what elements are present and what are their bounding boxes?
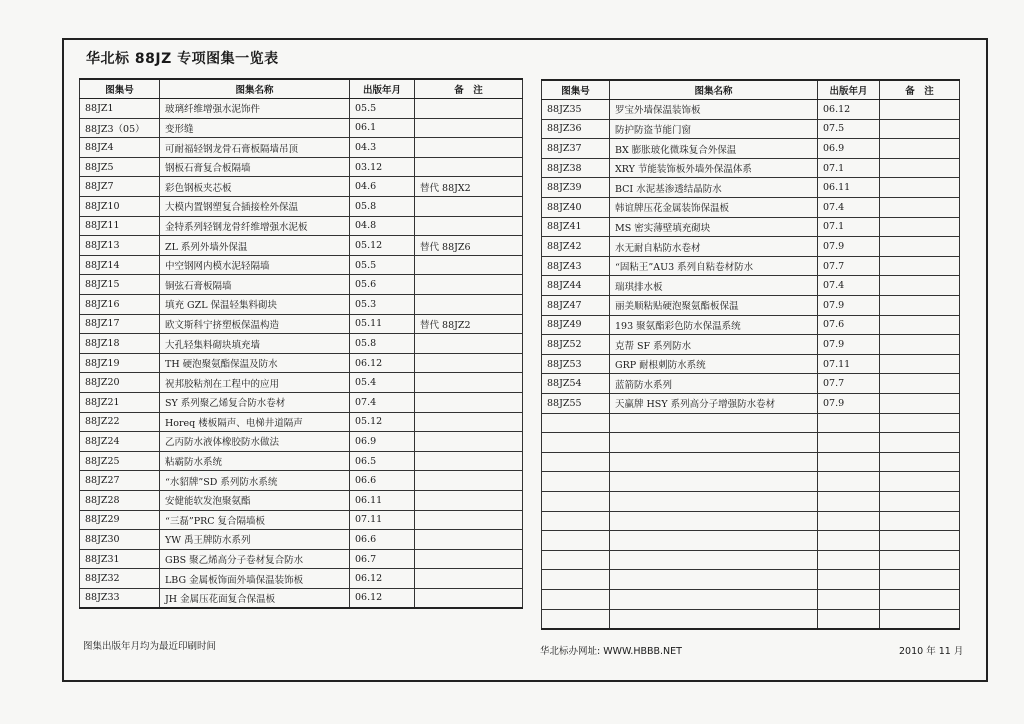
cell-publish-date: 07.9 [818, 237, 880, 257]
table-row [542, 394, 960, 414]
cell-atlas-number [542, 550, 610, 570]
cell-publish-date: 06.7 [350, 549, 415, 569]
col-header-remark: 备 注 [880, 80, 960, 100]
table-header-row [80, 79, 523, 99]
cell-remark [880, 256, 960, 276]
cell-remark [415, 255, 523, 275]
cell-publish-date: 07.9 [818, 335, 880, 355]
cell-atlas-number [542, 589, 610, 609]
cell-publish-date [818, 550, 880, 570]
cell-publish-date: 07.4 [350, 393, 415, 413]
cell-publish-date: 05.5 [350, 99, 415, 119]
cell-atlas-name: 韩谊牌压花金属装饰保温板 [610, 198, 818, 218]
col-header-date: 出版年月 [350, 79, 415, 99]
cell-atlas-number: 88JZ41 [542, 217, 610, 237]
cell-publish-date: 07.4 [818, 198, 880, 218]
cell-publish-date: 05.12 [350, 236, 415, 256]
cell-publish-date: 05.4 [350, 373, 415, 393]
cell-atlas-name [610, 413, 818, 433]
cell-remark [415, 412, 523, 432]
cell-publish-date: 03.12 [350, 157, 415, 177]
cell-publish-date: 05.12 [350, 412, 415, 432]
table-row [80, 255, 523, 275]
cell-atlas-name: 丽美顺粘贴硬泡聚氨酯板保温 [610, 296, 818, 316]
table-row [542, 100, 960, 120]
cell-atlas-name [610, 433, 818, 453]
cell-atlas-number: 88JZ21 [80, 393, 160, 413]
cell-atlas-number: 88JZ19 [80, 353, 160, 373]
cell-atlas-number: 88JZ53 [542, 354, 610, 374]
cell-publish-date: 06.1 [350, 118, 415, 138]
cell-remark [880, 158, 960, 178]
cell-atlas-name [610, 452, 818, 472]
table-row [80, 138, 523, 158]
table-row [542, 139, 960, 159]
cell-atlas-number: 88JZ27 [80, 471, 160, 491]
cell-atlas-number: 88JZ24 [80, 432, 160, 452]
cell-remark [415, 510, 523, 530]
cell-atlas-name: 克帮 SF 系列防水 [610, 335, 818, 355]
table-row [542, 491, 960, 511]
cell-atlas-name: 大模内置钢塑复合插接栓外保温 [160, 197, 350, 217]
cell-remark [880, 119, 960, 139]
col-header-date: 出版年月 [818, 80, 880, 100]
cell-atlas-number: 88JZ31 [80, 549, 160, 569]
cell-publish-date [818, 413, 880, 433]
cell-atlas-name: 大孔轻集料砌块填充墙 [160, 334, 350, 354]
cell-publish-date [818, 609, 880, 629]
table-row [80, 530, 523, 550]
cell-remark [880, 394, 960, 414]
cell-remark [880, 374, 960, 394]
cell-atlas-name: GBS 聚乙烯高分子卷材复合防水 [160, 549, 350, 569]
cell-atlas-name: XRY 节能装饰板外墙外保温体系 [610, 158, 818, 178]
cell-remark [880, 335, 960, 355]
cell-remark [415, 393, 523, 413]
cell-remark [415, 432, 523, 452]
cell-publish-date: 07.6 [818, 315, 880, 335]
cell-remark [880, 589, 960, 609]
publish-date: 2010 年 11 月 [899, 646, 964, 657]
cell-atlas-number: 88JZ4 [80, 138, 160, 158]
cell-remark [415, 373, 523, 393]
table-row [80, 471, 523, 491]
cell-publish-date [818, 433, 880, 453]
cell-atlas-name: 粘霸防水系统 [160, 451, 350, 471]
cell-atlas-name: JH 金属压花面复合保温板 [160, 588, 350, 608]
cell-publish-date: 07.1 [818, 158, 880, 178]
cell-atlas-number: 88JZ37 [542, 139, 610, 159]
cell-atlas-number: 88JZ10 [80, 197, 160, 217]
cell-remark: 替代 88JZ2 [415, 314, 523, 334]
cell-publish-date: 04.6 [350, 177, 415, 197]
cell-atlas-number: 88JZ44 [542, 276, 610, 296]
col-header-name: 图集名称 [610, 80, 818, 100]
cell-remark [415, 490, 523, 510]
cell-atlas-name: 中空钢网内模水泥轻隔墙 [160, 255, 350, 275]
cell-atlas-name: 金特系列轻钢龙骨纤维增强水泥板 [160, 216, 350, 236]
table-row [542, 198, 960, 218]
table-row [80, 510, 523, 530]
cell-atlas-name: 玻璃纤维增强水泥饰件 [160, 99, 350, 119]
cell-publish-date: 07.11 [350, 510, 415, 530]
cell-remark: 替代 88JX2 [415, 177, 523, 197]
cell-atlas-number: 88JZ52 [542, 335, 610, 355]
cell-atlas-number: 88JZ16 [80, 295, 160, 315]
table-row [542, 315, 960, 335]
cell-remark [415, 471, 523, 491]
table-row [542, 550, 960, 570]
table-header-row [542, 80, 960, 100]
table-row [80, 197, 523, 217]
cell-remark [880, 609, 960, 629]
table-row [542, 472, 960, 492]
cell-remark [415, 295, 523, 315]
cell-atlas-name [610, 491, 818, 511]
cell-atlas-number: 88JZ42 [542, 237, 610, 257]
cell-remark [415, 138, 523, 158]
cell-atlas-name: BX 膨胀玻化微珠复合外保温 [610, 139, 818, 159]
cell-atlas-number: 88JZ25 [80, 451, 160, 471]
cell-remark [880, 237, 960, 257]
cell-remark [880, 433, 960, 453]
page-title: 华北标 88JZ 专项图集一览表 [86, 51, 279, 67]
cell-remark [880, 511, 960, 531]
cell-publish-date: 07.4 [818, 276, 880, 296]
table-row [542, 276, 960, 296]
cell-remark [415, 588, 523, 608]
cell-publish-date: 06.9 [350, 432, 415, 452]
cell-remark [415, 530, 523, 550]
cell-atlas-number: 88JZ38 [542, 158, 610, 178]
table-row [542, 589, 960, 609]
col-header-name: 图集名称 [160, 79, 350, 99]
cell-atlas-name: MS 密实薄壁填充砌块 [610, 217, 818, 237]
cell-atlas-number [542, 452, 610, 472]
cell-publish-date [818, 491, 880, 511]
cell-atlas-name: YW 禹王牌防水系列 [160, 530, 350, 550]
table-body [80, 99, 523, 608]
col-header-number: 图集号 [542, 80, 610, 100]
cell-publish-date: 06.12 [350, 569, 415, 589]
cell-remark [880, 100, 960, 120]
cell-atlas-number: 88JZ30 [80, 530, 160, 550]
cell-publish-date: 05.6 [350, 275, 415, 295]
cell-atlas-number [542, 413, 610, 433]
cell-remark [880, 570, 960, 590]
col-header-remark: 备 注 [415, 79, 523, 99]
cell-atlas-name [610, 472, 818, 492]
cell-publish-date: 06.11 [818, 178, 880, 198]
table-row [80, 451, 523, 471]
cell-publish-date: 06.12 [818, 100, 880, 120]
cell-atlas-name [610, 531, 818, 551]
cell-remark [880, 315, 960, 335]
footnote-print-date: 图集出版年月均为最近印刷时间 [83, 641, 217, 652]
table-row [542, 609, 960, 629]
cell-remark [415, 157, 523, 177]
cell-atlas-name: “水貂牌”SD 系列防水系统 [160, 471, 350, 491]
table-row [542, 452, 960, 472]
cell-publish-date: 07.9 [818, 296, 880, 316]
table-row [80, 177, 523, 197]
table-row [542, 413, 960, 433]
table-row [542, 433, 960, 453]
cell-atlas-number [542, 491, 610, 511]
cell-atlas-name: 瑞琪排水板 [610, 276, 818, 296]
cell-atlas-number [542, 609, 610, 629]
table-row [542, 256, 960, 276]
cell-remark [415, 334, 523, 354]
cell-remark [415, 275, 523, 295]
cell-atlas-name: 防护防盗节能门窗 [610, 119, 818, 139]
cell-atlas-number: 88JZ18 [80, 334, 160, 354]
cell-publish-date: 06.5 [350, 451, 415, 471]
table-row [80, 99, 523, 119]
table-row [80, 295, 523, 315]
cell-atlas-name: “固粘王”AU3 系列自粘卷材防水 [610, 256, 818, 276]
cell-atlas-name [610, 609, 818, 629]
cell-atlas-name: 乙丙防水液体橡胶防水做法 [160, 432, 350, 452]
cell-remark [880, 491, 960, 511]
cell-remark [880, 139, 960, 159]
cell-publish-date [818, 589, 880, 609]
cell-atlas-number [542, 433, 610, 453]
cell-atlas-name: 193 聚氨酯彩色防水保温系统 [610, 315, 818, 335]
cell-publish-date: 05.5 [350, 255, 415, 275]
cell-publish-date: 07.1 [818, 217, 880, 237]
cell-publish-date: 07.11 [818, 354, 880, 374]
cell-atlas-number: 88JZ43 [542, 256, 610, 276]
cell-publish-date [818, 472, 880, 492]
cell-publish-date: 06.6 [350, 530, 415, 550]
table-row [80, 334, 523, 354]
table-row [80, 490, 523, 510]
cell-publish-date: 07.7 [818, 374, 880, 394]
cell-atlas-number: 88JZ32 [80, 569, 160, 589]
cell-publish-date: 05.3 [350, 295, 415, 315]
table-row [80, 157, 523, 177]
cell-publish-date: 05.8 [350, 197, 415, 217]
cell-remark [880, 531, 960, 551]
cell-publish-date: 06.6 [350, 471, 415, 491]
cell-atlas-name: 欧文斯科宁挤塑板保温构造 [160, 314, 350, 334]
table-row [80, 314, 523, 334]
cell-publish-date: 07.5 [818, 119, 880, 139]
cell-atlas-name [610, 550, 818, 570]
cell-atlas-name: 可耐福轻钢龙骨石膏板隔墙吊顶 [160, 138, 350, 158]
cell-atlas-number [542, 472, 610, 492]
table-row [542, 374, 960, 394]
cell-atlas-name: TH 硬泡聚氨酯保温及防水 [160, 353, 350, 373]
cell-atlas-name: GRP 耐根刺防水系统 [610, 354, 818, 374]
cell-publish-date [818, 570, 880, 590]
cell-atlas-name: 彩色钢板夹芯板 [160, 177, 350, 197]
cell-remark [880, 413, 960, 433]
cell-atlas-name: 罗宝外墙保温装饰板 [610, 100, 818, 120]
table-row [80, 373, 523, 393]
cell-atlas-number: 88JZ54 [542, 374, 610, 394]
cell-atlas-number: 88JZ36 [542, 119, 610, 139]
cell-atlas-number: 88JZ47 [542, 296, 610, 316]
cell-atlas-name: 钢板石膏复合板隔墙 [160, 157, 350, 177]
cell-remark [880, 198, 960, 218]
table-row [542, 237, 960, 257]
cell-remark [880, 178, 960, 198]
cell-atlas-number: 88JZ17 [80, 314, 160, 334]
cell-publish-date: 05.8 [350, 334, 415, 354]
cell-atlas-name [610, 570, 818, 590]
table-row [542, 217, 960, 237]
catalog-table-right [541, 79, 960, 630]
cell-atlas-name [610, 511, 818, 531]
table-row [80, 412, 523, 432]
cell-remark [415, 197, 523, 217]
table-row [542, 158, 960, 178]
table-row [542, 119, 960, 139]
cell-publish-date [818, 531, 880, 551]
cell-publish-date: 07.7 [818, 256, 880, 276]
cell-publish-date: 05.11 [350, 314, 415, 334]
table-row [80, 549, 523, 569]
cell-atlas-number: 88JZ40 [542, 198, 610, 218]
cell-atlas-name: 水无耐自粘防水卷材 [610, 237, 818, 257]
cell-atlas-number: 88JZ29 [80, 510, 160, 530]
cell-atlas-name: 祝邦胶粘剂在工程中的应用 [160, 373, 350, 393]
cell-remark [880, 276, 960, 296]
cell-remark [880, 217, 960, 237]
table-row [542, 354, 960, 374]
cell-publish-date: 06.12 [350, 588, 415, 608]
cell-publish-date: 04.8 [350, 216, 415, 236]
website-footer[interactable]: 华北标办网址: WWW.HBBB.NET [540, 646, 682, 657]
cell-remark [880, 296, 960, 316]
cell-atlas-number: 88JZ55 [542, 394, 610, 414]
table-row [80, 588, 523, 608]
cell-remark [880, 452, 960, 472]
cell-atlas-number [542, 511, 610, 531]
cell-atlas-name: BCI 水泥基渗透结晶防水 [610, 178, 818, 198]
cell-publish-date [818, 452, 880, 472]
table-row [542, 178, 960, 198]
cell-atlas-number: 88JZ49 [542, 315, 610, 335]
cell-atlas-name: 蓝箭防水系列 [610, 374, 818, 394]
table-row [80, 393, 523, 413]
cell-publish-date: 06.9 [818, 139, 880, 159]
cell-atlas-number [542, 570, 610, 590]
cell-atlas-name: 填充 GZL 保温轻集料砌块 [160, 295, 350, 315]
cell-publish-date [818, 511, 880, 531]
cell-atlas-number: 88JZ28 [80, 490, 160, 510]
table-row [80, 216, 523, 236]
cell-atlas-name: ZL 系列外墙外保温 [160, 236, 350, 256]
cell-remark [880, 550, 960, 570]
cell-atlas-number: 88JZ13 [80, 236, 160, 256]
col-header-number: 图集号 [80, 79, 160, 99]
cell-remark: 替代 88JZ6 [415, 236, 523, 256]
cell-atlas-number: 88JZ11 [80, 216, 160, 236]
cell-atlas-number: 88JZ20 [80, 373, 160, 393]
cell-atlas-name: LBG 金属板饰面外墙保温装饰板 [160, 569, 350, 589]
table-row [80, 353, 523, 373]
table-row [80, 569, 523, 589]
cell-atlas-number [542, 531, 610, 551]
table-row [80, 275, 523, 295]
table-row [80, 118, 523, 138]
cell-atlas-name: SY 系列聚乙烯复合防水卷材 [160, 393, 350, 413]
cell-atlas-number: 88JZ1 [80, 99, 160, 119]
cell-remark [415, 451, 523, 471]
table-row [542, 296, 960, 316]
table-row [542, 511, 960, 531]
cell-atlas-name: “三磊”PRC 复合隔墙板 [160, 510, 350, 530]
cell-publish-date: 04.3 [350, 138, 415, 158]
cell-atlas-number: 88JZ15 [80, 275, 160, 295]
cell-atlas-number: 88JZ5 [80, 157, 160, 177]
cell-publish-date: 07.9 [818, 394, 880, 414]
table-row [542, 570, 960, 590]
table-row [80, 432, 523, 452]
cell-atlas-number: 88JZ22 [80, 412, 160, 432]
cell-atlas-name: Horeq 楼板隔声、电梯井道隔声 [160, 412, 350, 432]
cell-atlas-number: 88JZ33 [80, 588, 160, 608]
catalog-table-left [79, 78, 523, 609]
cell-publish-date: 06.12 [350, 353, 415, 373]
cell-atlas-number: 88JZ39 [542, 178, 610, 198]
table-body [542, 100, 960, 629]
cell-remark [415, 569, 523, 589]
cell-atlas-number: 88JZ35 [542, 100, 610, 120]
cell-remark [415, 549, 523, 569]
cell-atlas-name: 铜弦石膏板隔墙 [160, 275, 350, 295]
cell-atlas-name: 安健能软发泡聚氨酯 [160, 490, 350, 510]
cell-atlas-number: 88JZ14 [80, 255, 160, 275]
cell-remark [415, 99, 523, 119]
cell-publish-date: 06.11 [350, 490, 415, 510]
cell-atlas-name: 变形缝 [160, 118, 350, 138]
cell-atlas-name [610, 589, 818, 609]
cell-atlas-name: 天赢牌 HSY 系列高分子增强防水卷材 [610, 394, 818, 414]
cell-atlas-number: 88JZ7 [80, 177, 160, 197]
table-row [542, 335, 960, 355]
cell-remark [880, 354, 960, 374]
cell-remark [415, 216, 523, 236]
cell-remark [415, 353, 523, 373]
cell-atlas-number: 88JZ3（05） [80, 118, 160, 138]
table-row [80, 236, 523, 256]
cell-remark [415, 118, 523, 138]
cell-remark [880, 472, 960, 492]
table-row [542, 531, 960, 551]
